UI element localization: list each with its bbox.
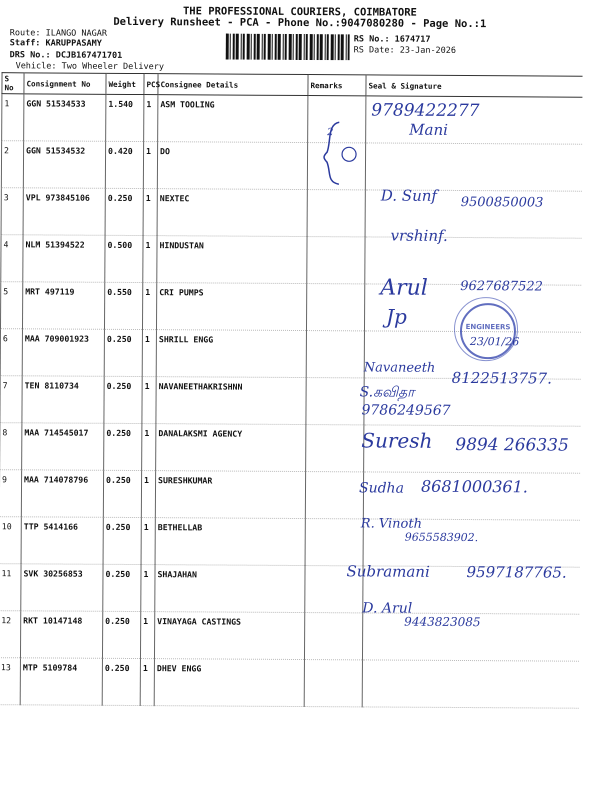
barcode-bar	[272, 34, 273, 60]
barcode-bar	[327, 34, 329, 60]
barcode-bar	[233, 34, 235, 60]
cell-pcs: 1	[142, 283, 156, 330]
cell-weight: 1.540	[106, 94, 144, 141]
cell-sno: 10	[0, 517, 21, 564]
barcode-bar	[348, 34, 350, 60]
table-row	[0, 658, 578, 709]
cell-sno: 12	[0, 611, 21, 658]
cell-sno: 2	[1, 141, 23, 188]
cell-weight: 0.250	[103, 517, 141, 564]
cell-consignment: SVK 30256853	[21, 564, 103, 612]
sig-9: Suresh	[361, 428, 433, 453]
sig-phone-9: 9894 266335	[455, 434, 569, 456]
cell-consignee: HINDUSTAN	[157, 236, 307, 284]
cell-pcs: 1	[141, 565, 155, 612]
barcode-bar	[230, 34, 231, 60]
sig-4: vrshinf.	[390, 226, 448, 245]
barcode-bar	[262, 34, 263, 60]
cell-consignment: RKT 10147148	[20, 611, 102, 659]
cell-consignee: DHEV ENGG	[154, 659, 304, 707]
cell-remarks	[304, 613, 362, 660]
cell-pcs: 1	[143, 189, 157, 236]
cell-consignee: NEXTEC	[157, 189, 307, 237]
sig-3: D. Sunf	[380, 186, 438, 205]
barcode-bar	[335, 34, 336, 60]
cell-sno: 6	[0, 329, 22, 376]
barcode-bar	[283, 34, 284, 60]
table-row	[2, 94, 582, 145]
barcode-bar	[325, 34, 326, 60]
cell-weight: 0.250	[104, 423, 142, 470]
barcode-bar	[331, 34, 334, 60]
sig-phone-11: 9655583902.	[404, 530, 479, 545]
cell-pcs: 1	[142, 330, 156, 377]
sig-phone-13: 9443823085	[404, 614, 481, 630]
barcode-bar	[251, 34, 252, 60]
sig-12: Subramani	[346, 562, 430, 581]
seal-text: ENGINEERS	[465, 323, 511, 332]
vehicle-label: Vehicle: Two Wheeler Delivery	[15, 61, 165, 73]
table-row	[0, 611, 579, 662]
cell-remarks	[307, 237, 365, 284]
cell-weight: 0.250	[104, 329, 142, 376]
barcode-bar	[314, 34, 315, 60]
cell-consignment: TEN 8110734	[22, 376, 104, 424]
cell-remarks	[305, 519, 363, 566]
runsheet-title: Delivery Runsheet - PCA - Phone No.:9047080280 - Page No.:1	[113, 15, 487, 31]
barcode-bar	[285, 34, 287, 60]
sig-8: S.கவிதா	[359, 384, 415, 401]
barcode-bar	[257, 34, 260, 60]
barcode-bar	[289, 34, 292, 60]
barcode-bar	[247, 34, 250, 60]
sig-5: Arul	[380, 275, 428, 301]
cell-weight: 0.250	[104, 376, 142, 423]
cell-sno: 3	[1, 188, 23, 235]
sig-phone-8: 9786249567	[361, 402, 451, 419]
table-row	[0, 517, 579, 568]
cell-consignee: SHAJAHAN	[155, 565, 305, 613]
cell-consignment: GGN 51534533	[24, 94, 106, 142]
barcode-bar	[278, 34, 281, 60]
sig-phone-7: 8122513757.	[451, 368, 552, 388]
runsheet-table	[0, 72, 582, 709]
cell-sno: 1	[2, 94, 24, 141]
col-header-weight: Weight	[106, 73, 144, 94]
cell-consignee: DO	[157, 142, 307, 190]
barcode-bar	[226, 34, 229, 60]
cell-consignee: SURESHKUMAR	[155, 471, 305, 519]
cell-sno: 11	[0, 564, 21, 611]
cell-consignee: VINAYAGA CASTINGS	[154, 612, 304, 660]
barcode-bar	[236, 34, 239, 60]
barcode-bar	[293, 34, 294, 60]
cell-pcs: 1	[144, 95, 158, 142]
sig-13: D. Arul	[362, 600, 413, 617]
cell-consignee: CRI PUMPS	[156, 283, 306, 331]
cell-remarks	[306, 331, 364, 378]
barcode-bar	[320, 34, 323, 60]
barcode-bar	[338, 34, 340, 60]
barcode-bar	[346, 34, 347, 60]
cell-weight: 0.250	[102, 658, 140, 705]
cell-weight: 0.250	[103, 470, 141, 517]
cell-sno: 4	[1, 235, 23, 282]
sig-name-1: Mani	[409, 120, 449, 139]
barcode-bar	[317, 34, 319, 60]
cell-weight: 0.500	[105, 235, 143, 282]
rs-number: RS No.: 1674717	[353, 34, 431, 45]
cell-pcs: 1	[140, 612, 154, 659]
cell-sno: 9	[0, 470, 22, 517]
barcode-bar	[296, 34, 298, 60]
barcode-bar	[254, 34, 256, 60]
company-title: THE PROFESSIONAL COURIERS, COIMBATORE	[182, 5, 417, 19]
col-header-consignee: Consignee Details	[158, 74, 308, 96]
cell-seal	[365, 143, 581, 191]
cell-consignment: VPL 973845106	[23, 188, 105, 236]
cell-consignment: MTP 5109784	[20, 658, 102, 706]
sig-phone-12: 9597187765.	[466, 563, 567, 582]
sig-10: Sudha	[358, 480, 405, 497]
barcode-bar	[310, 34, 313, 60]
cell-weight: 0.250	[103, 564, 141, 611]
cell-pcs: 1	[142, 377, 156, 424]
sig-phone-3: 9500850003	[460, 194, 544, 211]
cell-consignee: NAVANEETHAKRISHNN	[156, 377, 306, 425]
cell-remarks	[304, 660, 362, 707]
barcode-bar	[306, 34, 308, 60]
cell-weight: 0.550	[104, 282, 142, 329]
cell-seal	[362, 660, 578, 708]
note-2-mark: 2	[327, 127, 334, 139]
barcode-bar	[341, 34, 344, 60]
cell-weight: 0.250	[102, 611, 140, 658]
brace-mark	[317, 118, 357, 188]
rs-date: RS Date: 23-Jan-2026	[353, 45, 457, 56]
col-header-sno: S No	[2, 73, 24, 94]
cell-remarks	[306, 378, 364, 425]
cell-pcs: 1	[141, 518, 155, 565]
cell-consignee: ASM TOOLING	[158, 95, 308, 143]
cell-pcs: 1	[143, 142, 157, 189]
cell-remarks	[306, 284, 364, 331]
table-row	[1, 235, 581, 286]
sig-phone-1: 9789422277	[371, 100, 480, 122]
cell-consignee: DANALAKSMI AGENCY	[156, 424, 306, 472]
cell-consignment: GGN 51534532	[23, 141, 105, 189]
cell-pcs: 1	[142, 424, 156, 471]
sig-6: Jp	[385, 304, 407, 329]
sig-7: Navaneeth	[363, 360, 436, 376]
barcode-image	[226, 34, 350, 61]
cell-pcs: 1	[143, 236, 157, 283]
cell-remarks	[306, 425, 364, 472]
staff-label: Staff: KARUPPASAMY	[9, 38, 102, 49]
seal-date: 23/01/26	[469, 335, 520, 349]
cell-sno: 7	[0, 376, 22, 423]
barcode-bar	[304, 34, 305, 60]
cell-consignment: MAA 709001923	[22, 329, 104, 377]
cell-weight: 0.420	[105, 141, 143, 188]
cell-pcs: 1	[140, 659, 154, 706]
cell-consignee: BETHELLAB	[155, 518, 305, 566]
table-row	[1, 141, 581, 192]
cell-consignment: MRT 497119	[22, 282, 104, 330]
barcode-bar	[243, 34, 245, 60]
cell-sno: 5	[0, 282, 22, 329]
barcode-bar	[275, 34, 277, 60]
barcode-bar	[264, 34, 266, 60]
sig-11: R. Vinoth	[360, 516, 423, 532]
cell-weight: 0.250	[105, 188, 143, 235]
cell-consignee: SHRILL ENGG	[156, 330, 306, 378]
cell-consignment: MAA 714078796	[21, 470, 103, 518]
cell-remarks	[307, 190, 365, 237]
col-header-remarks: Remarks	[308, 75, 366, 96]
col-header-seal: Seal & Signature	[366, 75, 582, 97]
barcode-bar	[268, 34, 271, 60]
cell-pcs: 1	[141, 471, 155, 518]
col-header-pcs: PCS	[144, 74, 158, 95]
cell-sno: 13	[0, 658, 20, 705]
sig-phone-10: 8681000361.	[420, 476, 528, 497]
company-seal	[460, 303, 516, 359]
barcode-bar	[241, 34, 242, 60]
barcode-bar	[299, 34, 302, 60]
cell-consignment: MAA 714545017	[22, 423, 104, 471]
route-label: Route: ILANGO NAGAR	[9, 28, 108, 39]
sig-phone-5: 9627687522	[460, 278, 544, 295]
col-header-consignment: Consignment No	[24, 73, 106, 95]
cell-remarks	[305, 472, 363, 519]
cell-consignment: TTP 5414166	[21, 517, 103, 565]
cell-consignment: NLM 51394522	[23, 235, 105, 283]
cell-sno: 8	[0, 423, 22, 470]
drs-number: DRS No.: DCJB167471701	[9, 50, 123, 61]
